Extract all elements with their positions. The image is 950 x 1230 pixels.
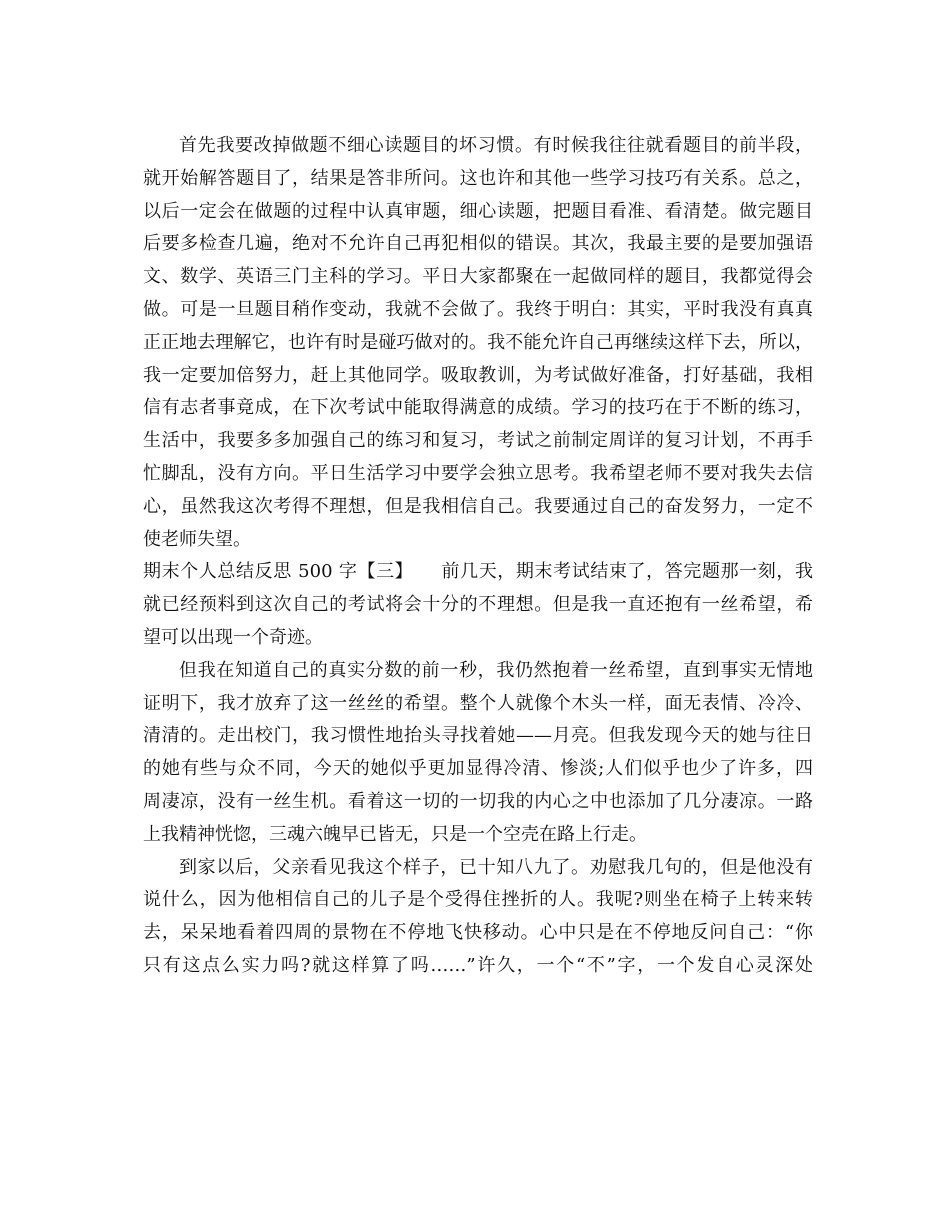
text-line: 信有志者事竟成，在下次考试中能取得满意的成绩。学习的技巧在于不断的练习， [143, 397, 813, 419]
text-line: 就已经预料到这次自己的考试将会十分的不理想。但是我一直还抱有一丝希望，希 [143, 594, 813, 616]
text-line: 正正地去理解它，也许有时是碰巧做对的。我不能允许自己再继续这样下去，所以， [143, 331, 813, 353]
text-line: 清清的。走出校门，我习惯性地抬头寻找着她——月亮。但我发现今天的她与往日 [143, 725, 813, 747]
text-line: 望可以出现一个奇迹。 [143, 626, 323, 648]
text-line: 证明下，我才放弃了这一丝丝的希望。整个人就像个木头一样，面无表情、冷冷、 [143, 692, 813, 714]
text-line: 但我在知道自己的真实分数的前一秒，我仍然抱着一丝希望，直到事实无情地 [179, 659, 813, 681]
text-line: 说什么，因为他相信自己的儿子是个受得住挫折的人。我呢?则坐在椅子上转来转 [143, 889, 813, 911]
text-line: 后要多检查几遍，绝对不允许自己再犯相似的错误。其次，我最主要的是要加强语 [143, 233, 813, 255]
text-line: 我一定要加倍努力，赶上其他同学。吸取教训，为考试做好准备，打好基础，我相 [143, 364, 813, 386]
text-line: 首先我要改掉做题不细心读题目的坏习惯。有时候我往往就看题目的前半段， [179, 135, 813, 156]
text-line: 使老师失望。 [143, 528, 251, 550]
text-line: 忙脚乱，没有方向。平日生活学习中要学会独立思考。我希望老师不要对我失去信 [143, 462, 813, 484]
text-line: 到家以后，父亲看见我这个样子，已十知八九了。劝慰我几句的，但是他没有 [179, 856, 813, 878]
text-line: 上我精神恍惚，三魂六魄早已皆无，只是一个空壳在路上行走。 [143, 823, 647, 845]
text-line: 心，虽然我这次考得不理想，但是我相信自己。我要通过自己的奋发努力，一定不 [143, 495, 813, 517]
text-line: 的她有些与众不同，今天的她似乎更加显得冷清、惨淡;人们似乎也少了许多，四 [143, 758, 813, 780]
text-line: 就开始解答题目了，结果是答非所问。这也许和其他一些学习技巧有关系。总之， [143, 167, 813, 189]
text-line: 去，呆呆地看着四周的景物在不停地飞快移动。心中只是在不停地反问自己：“你 [143, 922, 813, 944]
text-line: 周凄凉，没有一丝生机。看着这一切的一切我的内心之中也添加了几分凄凉。一路 [143, 790, 813, 812]
document-body [143, 130, 813, 983]
section-heading-line: 期末个人总结反思 500 字【三】 前几天，期末考试结束了，答完题那一刻，我 [143, 561, 813, 583]
text-line: 只有这点么实力吗?就这样算了吗……”许久，一个“不”字，一个发自心灵深处 [143, 954, 813, 976]
text-line: 做。可是一旦题目稍作变动，我就不会做了。我终于明白：其实，平时我没有真真 [143, 298, 813, 320]
text-line: 生活中，我要多多加强自己的练习和复习，考试之前制定周详的复习计划，不再手 [143, 430, 813, 452]
text-line: 文、数学、英语三门主科的学习。平日大家都聚在一起做同样的题目，我都觉得会 [143, 266, 813, 288]
text-line: 以后一定会在做题的过程中认真审题，细心读题，把题目看准、看清楚。做完题目 [143, 200, 813, 222]
